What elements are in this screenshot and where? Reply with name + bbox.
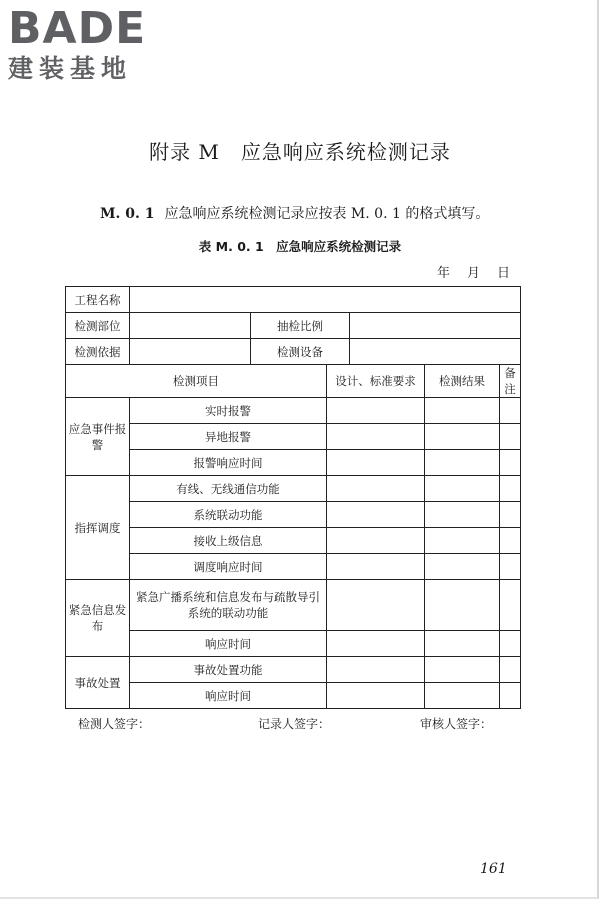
- table-row: [66, 450, 521, 476]
- page-number: 161: [480, 861, 507, 877]
- remark-cell[interactable]: [500, 528, 521, 554]
- result-cell[interactable]: [425, 657, 500, 683]
- item-label: 异地报警: [130, 424, 327, 450]
- test-part-label: 检测部位: [66, 313, 130, 339]
- result-cell[interactable]: [425, 450, 500, 476]
- logo-subtitle: 建装基地: [8, 54, 133, 83]
- requirement-cell[interactable]: [327, 502, 425, 528]
- table-row: [66, 657, 521, 683]
- table-row: [66, 424, 521, 450]
- remark-cell[interactable]: [500, 580, 521, 631]
- project-name-row: [66, 287, 521, 313]
- item-label: 接收上级信息: [130, 528, 327, 554]
- project-name-label: 工程名称: [66, 287, 130, 313]
- group-name: 应急事件报警: [66, 398, 130, 476]
- item-label: 有线、无线通信功能: [130, 476, 327, 502]
- remark-cell[interactable]: [500, 398, 521, 424]
- requirement-cell[interactable]: [327, 580, 425, 631]
- item-label: 报警响应时间: [130, 450, 327, 476]
- requirement-cell[interactable]: [327, 424, 425, 450]
- result-cell[interactable]: [425, 398, 500, 424]
- test-part-row: [66, 313, 521, 339]
- test-basis-label: 检测依据: [66, 339, 130, 365]
- item-label: 实时报警: [130, 398, 327, 424]
- requirement-cell[interactable]: [327, 554, 425, 580]
- sampling-ratio-value[interactable]: [350, 313, 521, 339]
- sampling-ratio-label: 抽检比例: [251, 313, 350, 339]
- remark-cell[interactable]: [500, 683, 521, 709]
- table-row: [66, 476, 521, 502]
- result-cell[interactable]: [425, 683, 500, 709]
- result-cell[interactable]: [425, 580, 500, 631]
- requirement-cell[interactable]: [327, 657, 425, 683]
- column-header-requirement: 设计、标准要求: [327, 365, 425, 398]
- result-cell[interactable]: [425, 502, 500, 528]
- logo-mark: BADE: [8, 3, 147, 54]
- column-header-row: [66, 365, 521, 398]
- test-basis-row: [66, 339, 521, 365]
- table-row: [66, 683, 521, 709]
- column-header-item: 检测项目: [66, 365, 327, 398]
- date-line: 年月日: [437, 266, 528, 281]
- clause: [100, 203, 489, 223]
- group-name: 事故处置: [66, 657, 130, 709]
- remark-cell[interactable]: [500, 657, 521, 683]
- result-cell[interactable]: [425, 528, 500, 554]
- table-row: [66, 554, 521, 580]
- record-table: [65, 286, 521, 709]
- test-equipment-label: 检测设备: [251, 339, 350, 365]
- table-caption: 表 M. 0. 1 应急响应系统检测记录: [198, 239, 402, 254]
- test-part-value[interactable]: [130, 313, 251, 339]
- table-body: [66, 287, 521, 709]
- item-label: 紧急广播系统和信息发布与疏散导引系统的联动功能: [130, 580, 327, 631]
- clause-number: M. 0. 1: [100, 206, 155, 222]
- requirement-cell[interactable]: [327, 631, 425, 657]
- table-row: [66, 502, 521, 528]
- table-row: [66, 580, 521, 631]
- remark-cell[interactable]: [500, 554, 521, 580]
- item-label: 调度响应时间: [130, 554, 327, 580]
- column-header-remark: 备注: [500, 365, 521, 398]
- result-cell[interactable]: [425, 424, 500, 450]
- requirement-cell[interactable]: [327, 450, 425, 476]
- result-cell[interactable]: [425, 554, 500, 580]
- remark-cell[interactable]: [500, 450, 521, 476]
- reviewer-signature: 审核人签字：: [420, 717, 493, 731]
- requirement-cell[interactable]: [327, 476, 425, 502]
- appendix-title: 附录 M 应急响应系统检测记录: [149, 140, 451, 164]
- result-cell[interactable]: [425, 631, 500, 657]
- recorder-signature: 记录人签字：: [258, 717, 331, 731]
- table-row: [66, 631, 521, 657]
- column-header-result: 检测结果: [425, 365, 500, 398]
- test-equipment-value[interactable]: [350, 339, 521, 365]
- requirement-cell[interactable]: [327, 398, 425, 424]
- requirement-cell[interactable]: [327, 683, 425, 709]
- item-label: 系统联动功能: [130, 502, 327, 528]
- requirement-cell[interactable]: [327, 528, 425, 554]
- remark-cell[interactable]: [500, 631, 521, 657]
- remark-cell[interactable]: [500, 502, 521, 528]
- tester-signature: 检测人签字：: [78, 717, 151, 731]
- table-row: [66, 398, 521, 424]
- item-label: 事故处置功能: [130, 657, 327, 683]
- project-name-value[interactable]: [130, 287, 521, 313]
- remark-cell[interactable]: [500, 476, 521, 502]
- table-row: [66, 528, 521, 554]
- remark-cell[interactable]: [500, 424, 521, 450]
- item-label: 响应时间: [130, 631, 327, 657]
- group-name: 指挥调度: [66, 476, 130, 580]
- group-name: 紧急信息发布: [66, 580, 130, 657]
- clause-text: 应急响应系统检测记录应按表 M. 0. 1 的格式填写。: [164, 206, 490, 222]
- test-basis-value[interactable]: [130, 339, 251, 365]
- brand-logo: [8, 3, 147, 84]
- item-label: 响应时间: [130, 683, 327, 709]
- result-cell[interactable]: [425, 476, 500, 502]
